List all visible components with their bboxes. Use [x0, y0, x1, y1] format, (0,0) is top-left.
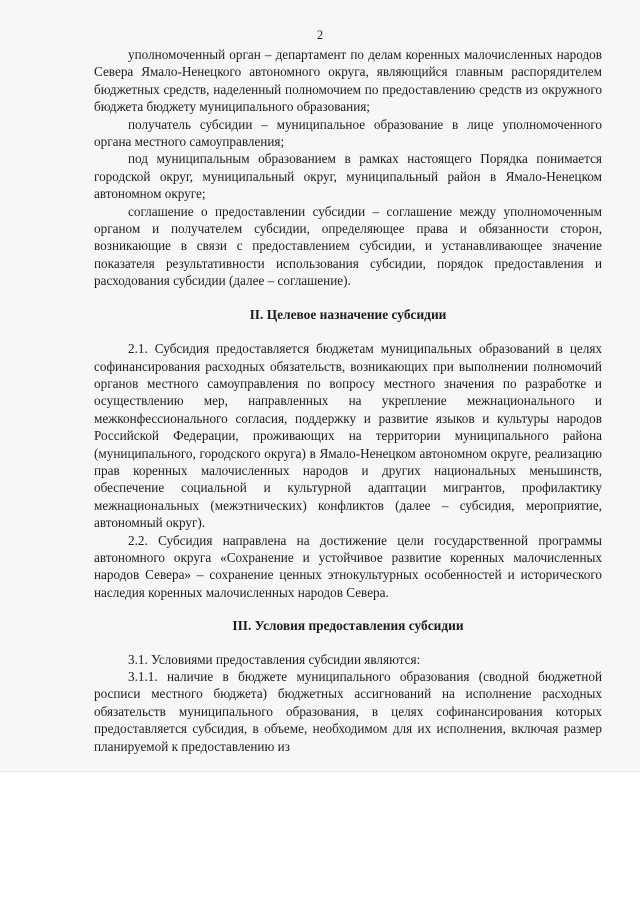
section-3-heading: III. Условия предоставления субсидии — [232, 618, 464, 634]
paragraph-2-1: 2.1. Субсидия предоставляется бюджетам муниципальных образований в целях софинансирования расходных обязательств, возникающих при выполнении полномочий органов местного самоуправления по вопросу местного значения по разработке и осуществлению мер, направленных на укрепление межнационального и межконфессионального согласия, поддержку и развитие языков и культуры народов Российской Федерации, проживающих на территории муниципального района (муниципального, городского округа) в Ямало-Ненецком автономном округе, реализацию прав коренных малочисленных народов и других национальных меньшинств, обеспечение социальной и культурной адаптации мигрантов, профилактику межнациональных (межэтнических) конфликтов (далее – субсидия, мероприятие, автономный округ). — [94, 341, 602, 531]
section-2-heading: II. Целевое назначение субсидии — [249, 306, 447, 322]
page-number: 2 — [316, 28, 324, 42]
definition-authorized-body: уполномоченный орган – департамент по делам коренных малочисленных народов Севера Ямало-Ненецкого автономного округа, являющийся главным распорядителем бюджетных средств, наделенный полномочием по предоставлению средств из окружного бюджета бюджету муниципального образования; — [94, 47, 602, 115]
paragraph-3-1: 3.1. Условиями предоставления субсидии являются: — [128, 651, 421, 667]
definition-agreement: соглашение о предоставлении субсидии – соглашение между уполномоченным органом и получателем субсидии, определяющее права и обязанности сторон, возникающие в связи с предоставлением субсидии, и устанавливающее значение показателя результативности использования субсидии, порядок предоставления и расходования субсидии (далее – соглашение). — [94, 203, 602, 289]
document-body — [94, 46, 602, 755]
definition-recipient: получатель субсидии – муниципальное образование в лице уполномоченного органа местного самоуправления; — [94, 116, 602, 150]
definition-municipality: под муниципальным образованием в рамках настоящего Порядка понимается городской округ, муниципальный округ, муниципальный район в Ямало-Ненецком автономном округе; — [94, 151, 602, 202]
paragraph-3-1-1: 3.1.1. наличие в бюджете муниципального образования (сводной бюджетной росписи местного бюджета) бюджетных ассигнований на исполнение расходных обязательств муниципального образования, в целях софинансирования которых предоставляется субсидия, в объеме, необходимом для их исполнения, включая размер планируемой к предоставлению из — [94, 669, 602, 754]
paragraph-2-2: 2.2. Субсидия направлена на достижение цели государственной программы автономного округа «Сохранение и устойчивое развитие коренных малочисленных народов Севера» – сохранение ценных этнокультурных особенностей и исторического наследия коренных малочисленных народов Севера. — [94, 532, 602, 600]
